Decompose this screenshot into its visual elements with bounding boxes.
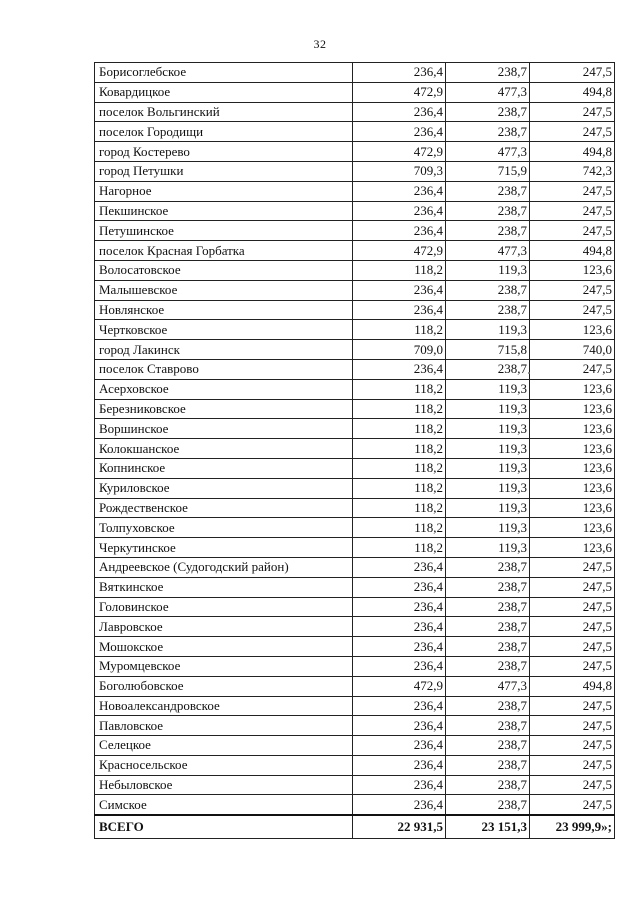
row-value-2: 238,7 — [446, 280, 530, 300]
total-value-3: 23 999,9»; — [530, 815, 615, 839]
row-name: город Петушки — [95, 161, 353, 181]
row-value-3: 247,5 — [530, 736, 615, 756]
table-row — [95, 63, 615, 83]
table-row — [95, 716, 615, 736]
row-value-3: 247,5 — [530, 617, 615, 637]
row-value-3: 247,5 — [530, 181, 615, 201]
row-name: Толпуховское — [95, 518, 353, 538]
table-row — [95, 795, 615, 815]
row-name: Небыловское — [95, 775, 353, 795]
row-value-1: 236,4 — [353, 102, 446, 122]
row-value-3: 247,5 — [530, 122, 615, 142]
row-value-2: 238,7 — [446, 617, 530, 637]
row-value-3: 123,6 — [530, 518, 615, 538]
row-value-1: 236,4 — [353, 637, 446, 657]
row-value-1: 236,4 — [353, 795, 446, 815]
row-value-3: 740,0 — [530, 340, 615, 360]
row-name: Мошокское — [95, 637, 353, 657]
row-value-1: 236,4 — [353, 201, 446, 221]
row-value-3: 123,6 — [530, 439, 615, 459]
row-value-2: 238,7 — [446, 181, 530, 201]
row-value-1: 472,9 — [353, 241, 446, 261]
row-value-2: 238,7 — [446, 577, 530, 597]
row-name: Асерховское — [95, 379, 353, 399]
row-value-3: 247,5 — [530, 637, 615, 657]
row-name: Колокшанское — [95, 439, 353, 459]
row-value-2: 238,7 — [446, 795, 530, 815]
row-name: Борисоглебское — [95, 63, 353, 83]
row-value-1: 236,4 — [353, 775, 446, 795]
table-row — [95, 557, 615, 577]
row-value-2: 477,3 — [446, 676, 530, 696]
row-value-1: 472,9 — [353, 142, 446, 162]
row-value-3: 494,8 — [530, 142, 615, 162]
row-name: Березниковское — [95, 399, 353, 419]
row-value-1: 118,2 — [353, 538, 446, 558]
row-name: Лавровское — [95, 617, 353, 637]
row-value-3: 123,6 — [530, 379, 615, 399]
table-row — [95, 637, 615, 657]
row-name: поселок Городищи — [95, 122, 353, 142]
table-row — [95, 379, 615, 399]
row-name: Малышевское — [95, 280, 353, 300]
row-name: Воршинское — [95, 419, 353, 439]
row-value-3: 247,5 — [530, 656, 615, 676]
row-value-1: 236,4 — [353, 63, 446, 83]
row-value-2: 238,7 — [446, 122, 530, 142]
row-value-2: 238,7 — [446, 597, 530, 617]
row-value-1: 236,4 — [353, 300, 446, 320]
table-row — [95, 122, 615, 142]
row-value-2: 238,7 — [446, 755, 530, 775]
row-value-2: 238,7 — [446, 102, 530, 122]
row-value-1: 236,4 — [353, 577, 446, 597]
row-name: Павловское — [95, 716, 353, 736]
row-value-2: 119,3 — [446, 458, 530, 478]
table-row — [95, 102, 615, 122]
row-value-3: 247,5 — [530, 795, 615, 815]
row-value-1: 709,0 — [353, 340, 446, 360]
row-value-3: 123,6 — [530, 538, 615, 558]
row-value-2: 238,7 — [446, 201, 530, 221]
row-name: Волосатовское — [95, 260, 353, 280]
row-value-2: 119,3 — [446, 399, 530, 419]
table-row — [95, 359, 615, 379]
row-value-1: 236,4 — [353, 716, 446, 736]
table-row — [95, 320, 615, 340]
row-value-1: 118,2 — [353, 458, 446, 478]
row-value-2: 238,7 — [446, 63, 530, 83]
row-value-2: 119,3 — [446, 538, 530, 558]
row-value-1: 236,4 — [353, 221, 446, 241]
row-value-2: 477,3 — [446, 142, 530, 162]
row-name: Боголюбовское — [95, 676, 353, 696]
row-value-1: 472,9 — [353, 676, 446, 696]
row-name: Селецкое — [95, 736, 353, 756]
row-name: Чертковское — [95, 320, 353, 340]
row-value-3: 123,6 — [530, 478, 615, 498]
page-number: 32 — [313, 37, 327, 51]
row-value-2: 238,7 — [446, 696, 530, 716]
row-value-3: 247,5 — [530, 577, 615, 597]
row-value-2: 119,3 — [446, 518, 530, 538]
row-value-1: 236,4 — [353, 696, 446, 716]
row-value-2: 477,3 — [446, 241, 530, 261]
row-value-3: 247,5 — [530, 597, 615, 617]
row-name: Головинское — [95, 597, 353, 617]
row-name: Красносельское — [95, 755, 353, 775]
row-name: Петушинское — [95, 221, 353, 241]
row-name: Нагорное — [95, 181, 353, 201]
row-value-1: 236,4 — [353, 617, 446, 637]
row-value-2: 119,3 — [446, 379, 530, 399]
row-value-2: 238,7 — [446, 300, 530, 320]
row-value-1: 118,2 — [353, 320, 446, 340]
total-label: ВСЕГО — [95, 815, 353, 839]
total-value-2: 23 151,3 — [446, 815, 530, 839]
row-value-1: 236,4 — [353, 597, 446, 617]
row-name: Андреевское (Судогодский район) — [95, 557, 353, 577]
row-value-2: 238,7 — [446, 221, 530, 241]
table-row — [95, 617, 615, 637]
row-value-3: 247,5 — [530, 775, 615, 795]
row-value-3: 123,6 — [530, 498, 615, 518]
scan-speck — [528, 372, 530, 374]
row-value-2: 119,3 — [446, 419, 530, 439]
row-value-1: 472,9 — [353, 82, 446, 102]
table-row — [95, 419, 615, 439]
row-value-3: 247,5 — [530, 557, 615, 577]
table-row — [95, 656, 615, 676]
row-name: Вяткинское — [95, 577, 353, 597]
table-body — [95, 63, 615, 839]
row-value-3: 123,6 — [530, 419, 615, 439]
row-value-3: 247,5 — [530, 221, 615, 241]
row-name: Куриловское — [95, 478, 353, 498]
row-value-1: 118,2 — [353, 419, 446, 439]
row-value-3: 247,5 — [530, 696, 615, 716]
table-row — [95, 241, 615, 261]
row-value-2: 119,3 — [446, 260, 530, 280]
row-name: Симское — [95, 795, 353, 815]
row-name: Рождественское — [95, 498, 353, 518]
table-row — [95, 399, 615, 419]
table-row — [95, 498, 615, 518]
row-value-1: 236,4 — [353, 122, 446, 142]
row-name: город Лакинск — [95, 340, 353, 360]
table-row — [95, 181, 615, 201]
table-row — [95, 736, 615, 756]
row-value-2: 238,7 — [446, 736, 530, 756]
table-row — [95, 676, 615, 696]
row-name: город Костерево — [95, 142, 353, 162]
row-name: поселок Вольгинский — [95, 102, 353, 122]
row-value-3: 247,5 — [530, 755, 615, 775]
table-row — [95, 260, 615, 280]
total-value-1: 22 931,5 — [353, 815, 446, 839]
table-row — [95, 696, 615, 716]
row-value-1: 236,4 — [353, 736, 446, 756]
table-row — [95, 597, 615, 617]
settlements-table — [94, 62, 615, 839]
row-value-2: 238,7 — [446, 637, 530, 657]
row-value-1: 118,2 — [353, 379, 446, 399]
row-value-3: 247,5 — [530, 201, 615, 221]
row-value-3: 494,8 — [530, 241, 615, 261]
row-value-1: 236,4 — [353, 557, 446, 577]
table-row — [95, 82, 615, 102]
row-value-1: 236,4 — [353, 280, 446, 300]
row-name: Ковардицкое — [95, 82, 353, 102]
table-row — [95, 280, 615, 300]
row-value-1: 118,2 — [353, 439, 446, 459]
row-value-3: 123,6 — [530, 458, 615, 478]
table-row — [95, 201, 615, 221]
row-value-2: 238,7 — [446, 656, 530, 676]
row-value-3: 123,6 — [530, 399, 615, 419]
total-row — [95, 815, 615, 839]
row-value-1: 236,4 — [353, 181, 446, 201]
row-value-3: 123,6 — [530, 320, 615, 340]
row-value-3: 494,8 — [530, 82, 615, 102]
row-name: Черкутинское — [95, 538, 353, 558]
table-row — [95, 221, 615, 241]
row-value-2: 715,9 — [446, 161, 530, 181]
row-value-1: 118,2 — [353, 518, 446, 538]
row-value-3: 247,5 — [530, 716, 615, 736]
table-row — [95, 340, 615, 360]
row-value-3: 247,5 — [530, 280, 615, 300]
row-name: Муромцевское — [95, 656, 353, 676]
table-row — [95, 518, 615, 538]
table-row — [95, 775, 615, 795]
row-value-1: 118,2 — [353, 498, 446, 518]
row-name: Копнинское — [95, 458, 353, 478]
row-value-2: 238,7 — [446, 359, 530, 379]
row-name: Пекшинское — [95, 201, 353, 221]
table-row — [95, 161, 615, 181]
row-value-2: 238,7 — [446, 557, 530, 577]
row-name: Новоалександровское — [95, 696, 353, 716]
row-value-2: 119,3 — [446, 478, 530, 498]
row-value-3: 247,5 — [530, 102, 615, 122]
row-value-3: 123,6 — [530, 260, 615, 280]
row-value-2: 119,3 — [446, 498, 530, 518]
table-row — [95, 538, 615, 558]
table-row — [95, 755, 615, 775]
row-value-1: 709,3 — [353, 161, 446, 181]
row-name: поселок Красная Горбатка — [95, 241, 353, 261]
row-name: поселок Ставрово — [95, 359, 353, 379]
row-name: Новлянское — [95, 300, 353, 320]
row-value-1: 118,2 — [353, 399, 446, 419]
row-value-1: 236,4 — [353, 359, 446, 379]
table-row — [95, 458, 615, 478]
table-row — [95, 142, 615, 162]
row-value-2: 477,3 — [446, 82, 530, 102]
row-value-3: 494,8 — [530, 676, 615, 696]
row-value-3: 247,5 — [530, 359, 615, 379]
row-value-2: 119,3 — [446, 320, 530, 340]
row-value-1: 118,2 — [353, 478, 446, 498]
row-value-3: 742,3 — [530, 161, 615, 181]
row-value-2: 119,3 — [446, 439, 530, 459]
row-value-1: 118,2 — [353, 260, 446, 280]
row-value-3: 247,5 — [530, 63, 615, 83]
row-value-2: 238,7 — [446, 716, 530, 736]
table-row — [95, 300, 615, 320]
row-value-2: 715,8 — [446, 340, 530, 360]
row-value-2: 238,7 — [446, 775, 530, 795]
table-row — [95, 439, 615, 459]
row-value-3: 247,5 — [530, 300, 615, 320]
table-row — [95, 577, 615, 597]
row-value-1: 236,4 — [353, 656, 446, 676]
table-row — [95, 478, 615, 498]
row-value-1: 236,4 — [353, 755, 446, 775]
